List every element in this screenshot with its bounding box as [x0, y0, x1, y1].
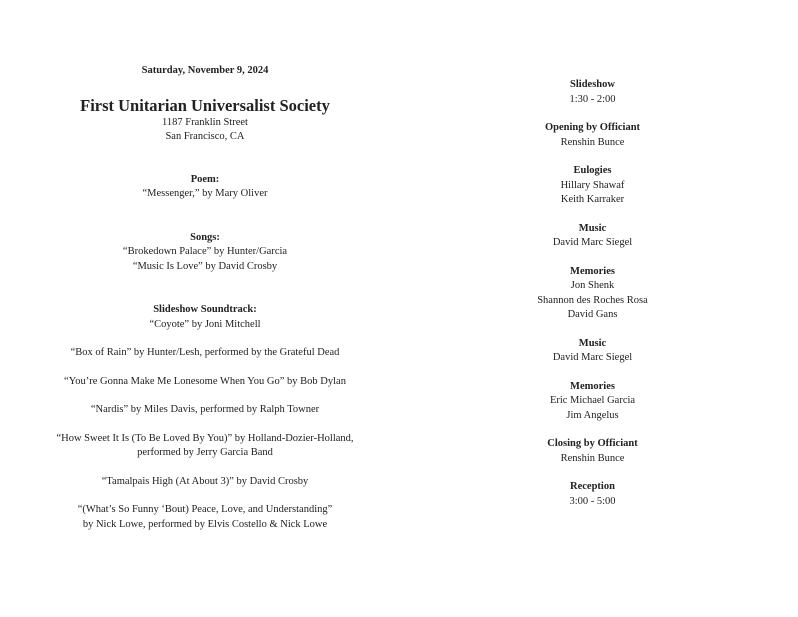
program-detail: Eric Michael Garcia — [549, 395, 636, 406]
left-panel — [30, 64, 380, 532]
soundtrack-track — [30, 403, 380, 418]
track-line: “You’re Gonna Make Me Lonesome When You Go” by Bob Dylan — [64, 375, 346, 387]
program-detail: Renshin Bunce — [560, 452, 625, 464]
event-date: Saturday, November 9, 2024 — [141, 65, 269, 76]
song-item: “Brokedown Palace” by Hunter/Garcia — [122, 246, 288, 257]
program-item-memories — [510, 265, 675, 323]
program-item-music — [510, 222, 675, 251]
soundtrack-track — [30, 375, 380, 390]
program-item-music — [510, 337, 675, 366]
program-heading: Music — [578, 222, 607, 234]
program-detail: David Marc Siegel — [552, 352, 633, 363]
program-heading: Reception — [570, 481, 615, 492]
program-heading: Memories — [570, 380, 615, 392]
poem-section — [30, 173, 380, 202]
track-line: by Nick Lowe, performed by Elvis Costello & Nick Lowe — [82, 518, 328, 530]
venue-name: First Unitarian Universalist Society — [80, 95, 330, 115]
track-line: “Nardis” by Miles Davis, performed by Ralph Towner — [90, 404, 320, 415]
program-heading: Closing by Officiant — [547, 438, 638, 449]
track-line: performed by Jerry Garcia Band — [137, 447, 273, 458]
soundtrack-track — [30, 503, 380, 532]
program-detail: Keith Karraker — [560, 194, 625, 205]
soundtrack-track — [30, 432, 380, 461]
soundtrack-heading: Slideshow Soundtrack: — [153, 304, 257, 315]
soundtrack-track — [30, 475, 380, 490]
songs-heading: Songs: — [190, 231, 220, 243]
program-item-eulogies — [510, 164, 675, 208]
track-line: “How Sweet It Is (To Be Loved By You)” by Holland-Dozier-Holland, — [56, 432, 354, 444]
program-detail: Renshin Bunce — [560, 136, 625, 148]
venue-city: San Francisco, CA — [165, 131, 245, 142]
program-detail: David Marc Siegel — [552, 237, 633, 248]
program-detail: Hillary Shawaf — [560, 179, 625, 191]
program-detail: 1:30 - 2:00 — [569, 93, 616, 105]
program-detail: 3:00 - 5:00 — [569, 495, 616, 507]
program-heading: Music — [578, 337, 607, 349]
soundtrack-track: “Coyote” by Joni Mitchell — [149, 318, 261, 330]
program-item-opening — [510, 121, 675, 150]
song-item: “Music Is Love” by David Crosby — [132, 260, 278, 272]
program-heading: Memories — [570, 265, 615, 277]
track-line: “Box of Rain” by Hunter/Lesh, performed by the Grateful Dead — [70, 347, 340, 358]
soundtrack-track — [30, 346, 380, 361]
program-item-slideshow — [510, 78, 675, 107]
program-heading: Opening by Officiant — [544, 122, 641, 133]
track-line: “Tamalpais High (At About 3)” by David Crosby — [101, 475, 309, 487]
program-item-memories — [510, 380, 675, 424]
program-detail: Jim Angelus — [566, 409, 619, 421]
program-heading: Slideshow — [570, 79, 615, 90]
track-line: “(What’s So Funny ‘Bout) Peace, Love, and Understanding” — [77, 504, 333, 515]
program-item-reception — [510, 480, 675, 509]
soundtrack-section — [30, 303, 380, 532]
songs-section — [30, 231, 380, 275]
poem-heading: Poem: — [190, 173, 220, 185]
program-item-closing — [510, 437, 675, 466]
poem-item: “Messenger,” by Mary Oliver — [142, 188, 268, 199]
venue-address: 1187 Franklin Street — [162, 116, 248, 128]
program-panel — [510, 78, 675, 523]
program-heading: Eulogies — [573, 165, 612, 176]
program-detail: Shannon des Roches Rosa — [537, 294, 648, 306]
program-detail: Jon Shenk — [570, 280, 615, 291]
program-detail: David Gans — [567, 309, 618, 320]
